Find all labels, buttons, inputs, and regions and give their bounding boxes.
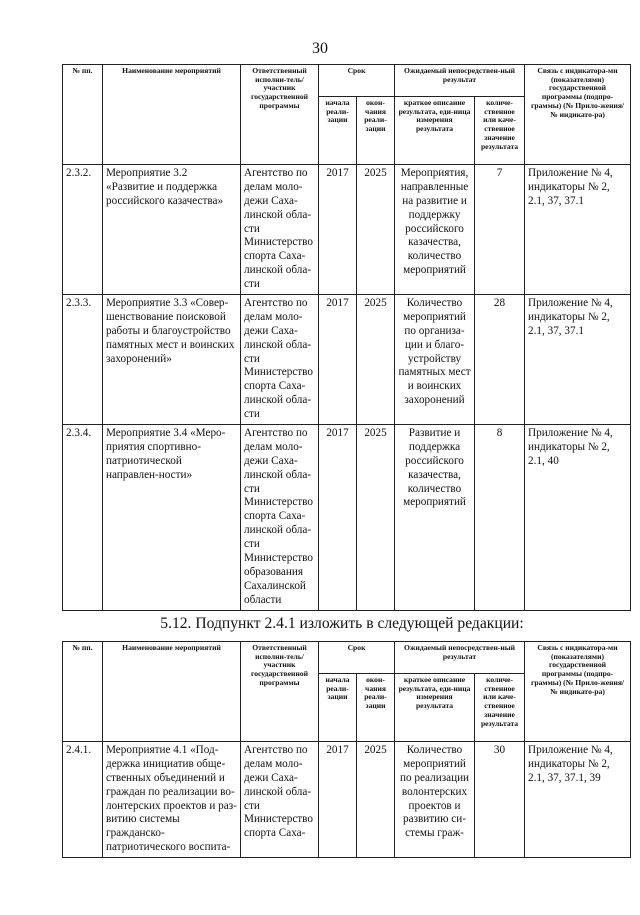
header-responsible: Ответственный исполни-тель/участник государственной программы <box>241 642 319 742</box>
row-start: 2017 <box>319 165 357 295</box>
header-term-start: начала реали-зации <box>319 97 357 165</box>
row-name: Мероприятие 3.4 «Меро-приятия спортивно-патриотической направлен-ности» <box>103 425 241 611</box>
table-row <box>63 295 631 425</box>
header-link: Связь с индикатора-ми (показателями) государственной программы (подпро-граммы) (№ Прило-жения/№ индикато-ра) <box>525 642 631 742</box>
table-row <box>63 165 631 295</box>
row-num: 2.3.2. <box>63 165 103 295</box>
header-result-desc: краткое описание результата, еди-ница измерения результата <box>395 674 475 742</box>
section-heading: 5.12. Подпункт 2.4.1 изложить в следующей редакции: <box>160 615 524 632</box>
row-name: Мероприятие 4.1 «Под-держка инициатив обще-ственных объединений и граждан по реализации во-лонтерских проектов и раз-витию системы гражданско-патриотического воспита- <box>103 742 241 858</box>
row-num: 2.3.4. <box>63 425 103 611</box>
header-result-desc: краткое описание результата, еди-ница измерения результата <box>395 97 475 165</box>
row-responsible: Агентство по делам моло-дежи Саха-линской обла-сти Министерство спорта Саха-линской обла-сти <box>241 165 319 295</box>
row-result-desc: Развитие и поддержка российского казачества, количество мероприятий <box>395 425 475 611</box>
row-result-value: 8 <box>475 425 525 611</box>
header-result: Ожидаемый непосредствен-ный результат <box>395 642 525 674</box>
row-end: 2025 <box>357 742 395 858</box>
row-end: 2025 <box>357 425 395 611</box>
row-link: Приложение № 4, индикаторы № 2, 2.1, 37, 37.1, 39 <box>525 742 631 858</box>
header-num: № пп. <box>63 642 103 742</box>
header-result: Ожидаемый непосредствен-ный результат <box>395 65 525 97</box>
header-responsible: Ответственный исполни-тель/участник государственной программы <box>241 65 319 165</box>
row-result-desc: Количество мероприятий по реализации волонтерских проектов и развитию си-стемы граж- <box>395 742 475 858</box>
row-responsible: Агентство по делам моло-дежи Саха-линской обла-сти Министерство спорта Саха- <box>241 742 319 858</box>
header-term: Срок <box>319 65 395 97</box>
row-responsible: Агентство по делам моло-дежи Саха-линской обла-сти Министерство спорта Саха-линской обла-сти <box>241 295 319 425</box>
row-start: 2017 <box>319 742 357 858</box>
row-result-desc: Количество мероприятий по организа-ции и благо-устройству памятных мест и воинских захоронений <box>395 295 475 425</box>
row-result-value: 7 <box>475 165 525 295</box>
header-result-value: количе-ственное или каче-ственное значение результата <box>475 674 525 742</box>
table-header-row <box>63 642 631 674</box>
table-header-row <box>63 65 631 97</box>
measures-table-1 <box>62 64 631 611</box>
table-row <box>63 742 631 858</box>
header-name: Наименование мероприятий <box>103 642 241 742</box>
row-end: 2025 <box>357 295 395 425</box>
row-link: Приложение № 4, индикаторы № 2, 2.1, 40 <box>525 425 631 611</box>
row-num: 2.3.3. <box>63 295 103 425</box>
row-result-value: 30 <box>475 742 525 858</box>
row-start: 2017 <box>319 295 357 425</box>
table-row <box>63 425 631 611</box>
page-number: 30 <box>312 40 328 57</box>
row-result-desc: Мероприятия, направленные на развитие и поддержку российского казачества, количество мероприятий <box>395 165 475 295</box>
header-term-start: начала реали-зации <box>319 674 357 742</box>
header-result-value: количе-ственное или каче-ственное значение результата <box>475 97 525 165</box>
row-end: 2025 <box>357 165 395 295</box>
row-result-value: 28 <box>475 295 525 425</box>
header-term-end: окон-чания реали-зации <box>357 674 395 742</box>
row-name: Мероприятие 3.3 «Совер-шенствование поисковой работы и благоустройство памятных мест и воинских захоронений» <box>103 295 241 425</box>
row-num: 2.4.1. <box>63 742 103 858</box>
row-name: Мероприятие 3.2 «Развитие и поддержка российского казачества» <box>103 165 241 295</box>
row-start: 2017 <box>319 425 357 611</box>
header-name: Наименование мероприятий <box>103 65 241 165</box>
header-link: Связь с индикатора-ми (показателями) государственной программы (подпро-граммы) (№ Прило-жения/№ индикато-ра) <box>525 65 631 165</box>
row-link: Приложение № 4, индикаторы № 2, 2.1, 37, 37.1 <box>525 295 631 425</box>
row-responsible: Агентство по делам моло-дежи Саха-линской обла-сти Министерство спорта Саха-линской обла-сти Министерство образования Сахалинской области <box>241 425 319 611</box>
header-term: Срок <box>319 642 395 674</box>
header-num: № пп. <box>63 65 103 165</box>
measures-table-2 <box>62 641 631 858</box>
row-link: Приложение № 4, индикаторы № 2, 2.1, 37, 37.1 <box>525 165 631 295</box>
header-term-end: окон-чания реали-зации <box>357 97 395 165</box>
